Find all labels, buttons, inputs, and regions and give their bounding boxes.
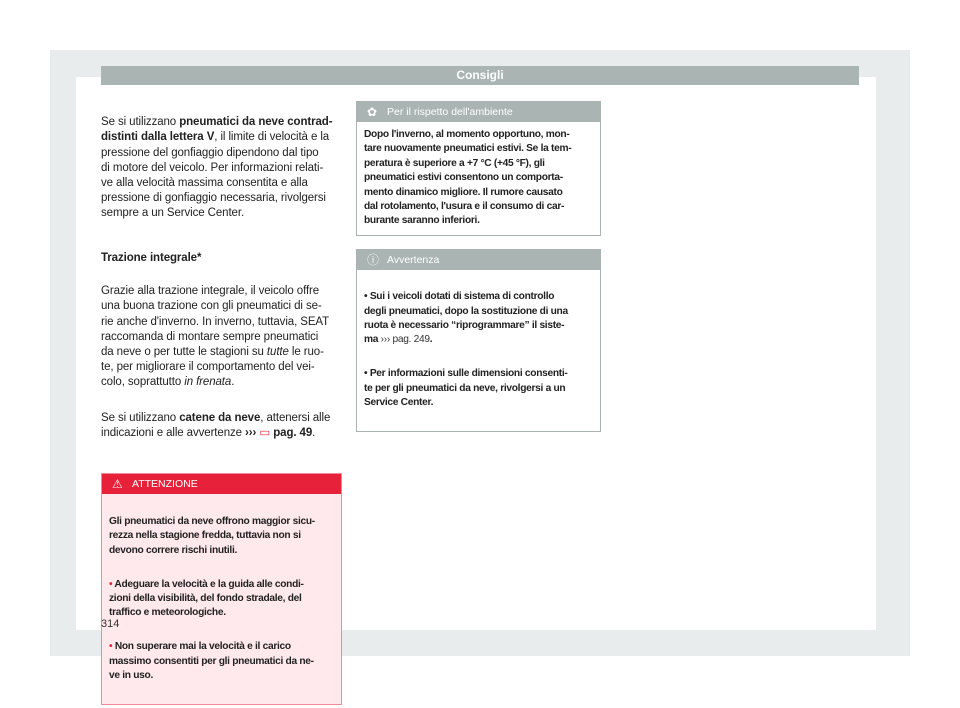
text: , il limite di velocità e la pressione del gonfiaggio dipendono dal tipo di motore del veicolo. Per informazioni relati- ve alla velocità massima consentita e alla pressione di gonfiaggio necessaria, rivolgersi sempre a un Service Center.	[101, 131, 330, 220]
arrows-icon: ›››	[245, 427, 257, 440]
paragraph-awd	[101, 284, 341, 390]
bullet-text: Adeguare la velocità e la guida alle condi- zioni della visibilità, del fondo stradale, del traffico e meteorologiche.	[109, 578, 304, 619]
warning-triangle-icon: ⚠	[112, 477, 123, 492]
left-flow	[101, 100, 341, 705]
environment-title: Per il rispetto dell'ambiente	[387, 106, 513, 118]
text: Grazie alla trazione integrale, il veicolo offre una buona trazione con gli pneumatici di se- rie anche d'inverno. In inverno, tuttavia, SEAT raccomanda di montare sempre pneumatici da neve o per tutte le stagioni su	[101, 285, 330, 359]
left-column	[101, 100, 341, 461]
page-link[interactable]: pag. 49	[273, 427, 313, 440]
bullet-item: • Per informazioni sulle dimensioni consenti- te per gli pneumatici da neve, rivolgersi a un Service Center.	[364, 368, 568, 409]
bullet-text: Non superare mai la velocità e il carico massimo consentiti per gli pneumatici da ne- ve in uso.	[109, 641, 314, 681]
page-number: 314	[101, 618, 120, 630]
attention-intro: Gli pneumatici da neve offrono maggior sicu- rezza nella stagione fredda, tuttavia non si devono correre rischi inutili.	[109, 515, 315, 556]
text: Se si utilizzano	[101, 411, 180, 424]
attention-title: ATTENZIONE	[132, 478, 198, 491]
text: .	[429, 334, 433, 346]
italic-text: tutte	[266, 346, 289, 359]
heading-all-wheel-drive: Trazione integrale*	[101, 251, 202, 264]
attention-header	[102, 474, 341, 494]
info-icon: ⓘ	[367, 252, 380, 267]
bullet-item	[109, 578, 334, 621]
text: Se si utilizzano	[101, 116, 180, 129]
notice-header	[357, 250, 600, 270]
paragraph-winter-tyres	[101, 115, 341, 221]
text: le ruo- te, per migliorare il comportamento del vei- colo, soprattutto	[101, 346, 324, 389]
notice-box	[356, 249, 601, 432]
notice-title: Avvertenza	[387, 253, 440, 266]
section-header: Consigli	[101, 66, 859, 85]
attention-box	[101, 473, 342, 704]
bullet-icon: •	[109, 578, 115, 590]
text: .	[312, 427, 316, 440]
environment-box	[356, 101, 601, 236]
flower-icon: ✿	[367, 105, 378, 119]
bullet-text: Per informazioni sulle dimensioni consenti- te per gli pneumatici da neve, rivolgersi a un Service Center.	[364, 368, 568, 409]
notice-body	[357, 270, 600, 431]
bullet-icon: •	[109, 641, 115, 653]
bold-text: pneumatici da neve contrad- distinti dalla lettera V	[101, 116, 333, 144]
warning-book-icon: ▭	[259, 427, 271, 440]
text: .	[231, 376, 235, 389]
right-flow	[356, 101, 601, 432]
bullet-text: Sui i veicoli dotati di sistema di controllo degli pneumatici, dopo la sostituzione di una ruota è necessario “riprogrammare” il siste- ma	[364, 291, 568, 346]
italic-text: in frenata	[184, 376, 232, 389]
bold-text: catene da neve	[179, 411, 261, 424]
text: , attenersi alle indicazioni e alle avvertenze	[101, 411, 331, 440]
bullet-item	[109, 640, 334, 683]
environment-text: Dopo l'inverno, al momento opportuno, mon- tare nuovamente pneumatici estivi. Se la tem- peratura è superiore a +7 °C (+45 °F), gli pneumatici estivi consentono un comporta- mento dinamico migliore. Il rumore causato dal rotolamento, l'usura e il consumo di car- burante saranno inferiori.	[364, 129, 572, 227]
environment-header	[357, 102, 600, 122]
bullet-item: • Sui i veicoli dotati di sistema di controllo degli pneumatici, dopo la sostituzione di una ruota è necessario “riprogrammare” il siste- ma ››› pag. 249.	[364, 291, 568, 346]
page-link[interactable]: ››› pag. 249	[380, 334, 430, 346]
attention-body	[102, 494, 341, 703]
paragraph-chains	[101, 411, 341, 441]
